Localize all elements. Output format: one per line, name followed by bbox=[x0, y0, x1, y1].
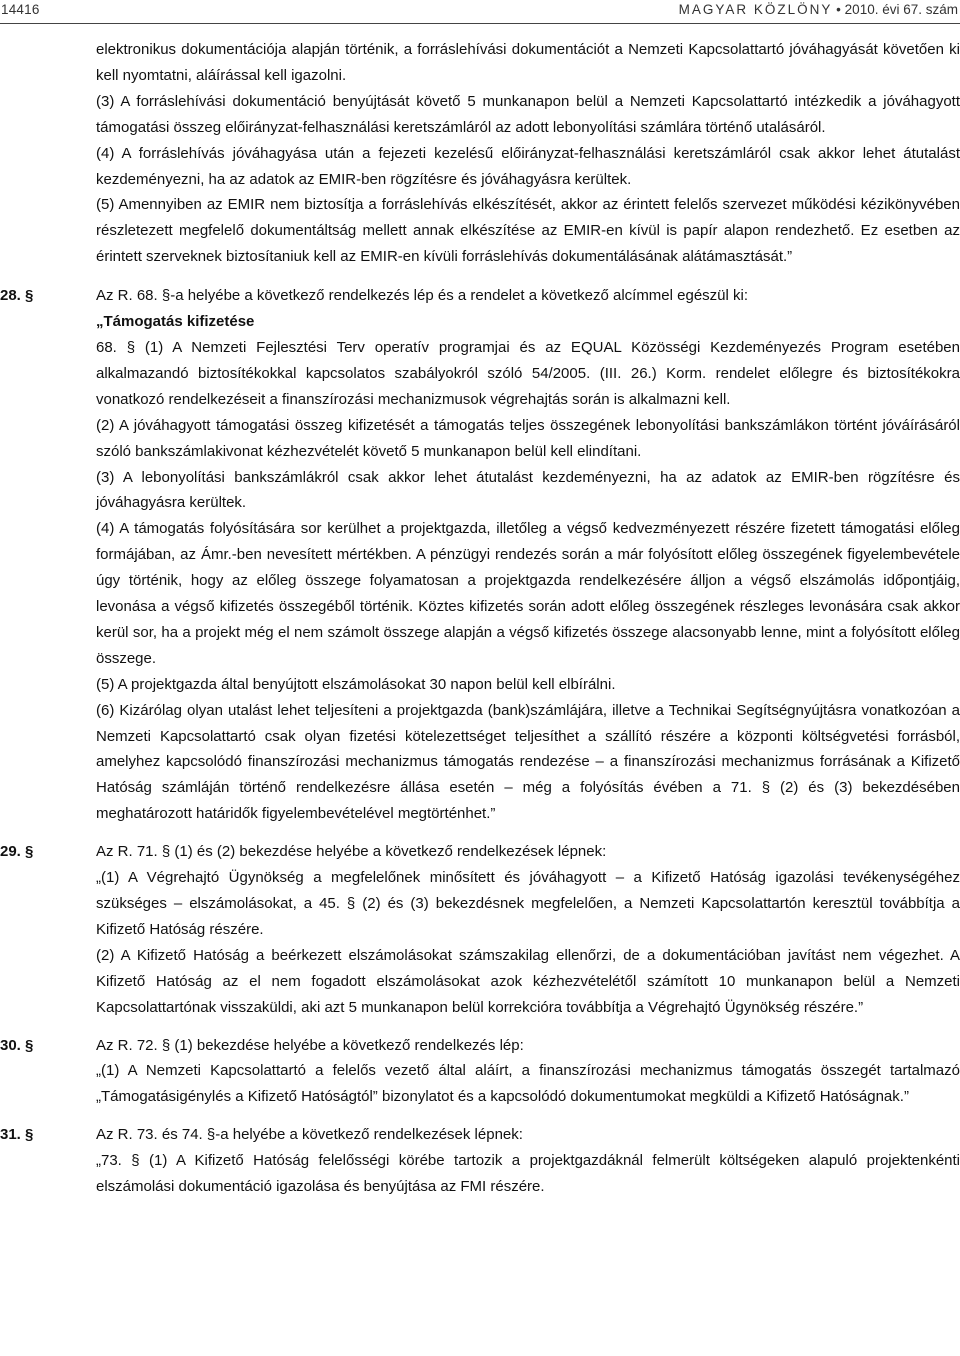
section-lead: Az R. 68. §-a helyébe a következő rendelkezés lép és a rendelet a következő alcímmel egészül ki: bbox=[96, 287, 749, 305]
section-29 bbox=[0, 839, 960, 1020]
section-number: 30. § bbox=[0, 1036, 34, 1054]
paragraph: (5) Amennyiben az EMIR nem biztosítja a forráslehívás elkészítését, akkor az érintett felelős szervezet működési kézikönyvében részletezett megfelelő dokumentáltság mellett annak elkészítése az EMIR-en kívül is papír alapon rendezhető. Ez esetben az érintett szerveknek biztosítaniuk kell az EMIR-en kívüli forráslehívás dokumentálásának alátámasztását.” bbox=[96, 196, 960, 266]
paragraph: „73. § (1) A Kifizető Hatóság felelősségi körébe tartozik a projektgazdáknál felmerült költségeken alapuló projektenkénti elszámolási dokumentáció igazolása és benyújtása az FMI részére. bbox=[96, 1152, 960, 1196]
section-lead: Az R. 73. és 74. §-a helyébe a következő rendelkezések lépnek: bbox=[96, 1126, 523, 1144]
paragraph: (2) A jóváhagyott támogatási összeg kifizetését a támogatás teljes összegének lebonyolítási bankszámlákon történt jóváírásáról szóló bankszámlakivonat kézhezvételét követő 5 munkanapon belül kell elindítani. bbox=[96, 416, 960, 460]
paragraph: (2) A Kifizető Hatóság a beérkezett elszámolásokat számszakilag ellenőrzi, de a dokumentációban javítást nem végezhet. A Kifizető Hatóság az el nem fogadott elszámolásokat azok kézhezvételétől számított 10 munkanapon belül a Nemzeti Kapcsolattartónak visszaküldi, aki azt 5 munkanapon belül korrekcióra továbbítja a Végrehajtó Ügynökség részére.” bbox=[96, 946, 960, 1016]
journal-info bbox=[679, 0, 958, 20]
document-body bbox=[0, 37, 960, 1200]
paragraph: (3) A forráslehívási dokumentáció benyújtását követő 5 munkanapon belül a Nemzeti Kapcsolattartó intézkedik a jóváhagyott támogatási összeg előirányzat-felhasználási keretszámláról az adott lebonyolítási számlára történő utalásáról. bbox=[96, 92, 960, 136]
paragraph: (4) A támogatás folyósítására sor kerülhet a projektgazda, illetőleg a végső kedvezményezett részére fizetett támogatási előleg formájában, az Ámr.-ben nevesített mértékben. A pénzügyi rendezés során a már folyósított előleg összegének figyelembevétele úgy történik, hogy az előleg összege folyamatosan a projektgazda rendelkezésére álljon a végső elszámolás időpontjáig, levonása a végső kifizetés összegéből történik. Köztes kifizetés során adott előleg összegének részleges levonására csak akkor kerül sor, ha a projekt még el nem számolt összege alapján a végső kifizetés összege alacsonyabb lenne, mint a folyósított előleg összege. bbox=[96, 520, 960, 667]
section-number: 31. § bbox=[0, 1126, 34, 1144]
section-30 bbox=[0, 1033, 960, 1111]
intro-block bbox=[0, 37, 960, 270]
section-31 bbox=[0, 1122, 960, 1200]
issue-label: 2010. évi 67. szám bbox=[844, 2, 958, 17]
section-number: 28. § bbox=[0, 287, 34, 305]
section-body bbox=[96, 283, 960, 827]
section-28 bbox=[0, 283, 960, 827]
section-lead: Az R. 71. § (1) és (2) bekezdése helyébe a következő rendelkezések lépnek: bbox=[96, 843, 607, 861]
page-header bbox=[0, 0, 960, 24]
paragraph: (6) Kizárólag olyan utalást lehet teljesíteni a projektgazda (bank)számlájára, illetve a Technikai Segítségnyújtásra vonatkozóan a Nemzeti Kapcsolattartó csak olyan fizetési kötelezettséget teljesíthet a szállító részére a központi költségvetési forrásból, amelyhez kapcsolódó finanszírozási mechanizmus támogatás rendezése – a finanszírozási mechanizmus forrásának a Kifizető Hatóság számláján történő rendelkezésre állása esetén – még a folyósítás évében a 71. § (2) és (3) bekezdésében meghatározott határidők figyelembevételével megtörténhet.” bbox=[96, 701, 960, 823]
paragraph: (4) A forráslehívás jóváhagyása után a fejezeti kezelésű előirányzat-felhasználási keretszámláról csak akkor lehet átutalást kezdeményezni, ha az adatok az EMIR-ben rögzítésre és jóváhagyásra kerültek. bbox=[96, 144, 960, 188]
journal-title: MAGYAR KÖZLÖNY bbox=[678, 2, 833, 17]
paragraph: (5) A projektgazda által benyújtott elszámolásokat 30 napon belül kell elbírálni. bbox=[96, 675, 616, 693]
bullet-separator: • bbox=[836, 2, 841, 17]
paragraph: „(1) A Nemzeti Kapcsolattartó a felelős vezető által aláírt, a finanszírozási mechanizmus támogatás összegét tartalmazó „Támogatásigénylés a Kifizető Hatóságtól” bizonylatot és a kapcsolódó dokumentumokat megküldi a Kifizető Hatóságnak.” bbox=[96, 1062, 960, 1106]
section-body bbox=[96, 1122, 960, 1200]
paragraph: (3) A lebonyolítási bankszámlákról csak akkor lehet átutalást kezdeményezni, ha az adatok az EMIR-ben rögzítésre és jóváhagyásra kerültek. bbox=[96, 468, 960, 512]
page-number: 14416 bbox=[1, 2, 40, 17]
paragraph: „(1) A Végrehajtó Ügynökség a megfelelőnek minősített és jóváhagyott – a Kifizető Hatóság igazolási tevékenységéhez szükséges – elszámolásokat, a 45. § (2) és (3) bekezdésnek megfelelően, a Nemzeti Kapcsolattartón keresztül továbbítja a Kifizető Hatóság részére. bbox=[96, 869, 960, 938]
section-lead: Az R. 72. § (1) bekezdése helyébe a következő rendelkezés lép: bbox=[96, 1036, 524, 1054]
paragraph: 68. § (1) A Nemzeti Fejlesztési Terv operatív programjai és az EQUAL Közösségi Kezdeményezés Program esetében alkalmazandó biztosítékokkal kapcsolatos szabályokról szóló 54/2005. (III. 26.) Korm. rendelet előlegre és biztosítékokra vonatkozó rendelkezéseit a finanszírozási mechanizmusok végrehajtás során is alkalmazni kell. bbox=[96, 338, 960, 408]
paragraph: elektronikus dokumentációja alapján történik, a forráslehívási dokumentációt a Nemzeti Kapcsolattartó jóváhagyását követően ki kell nyomtatni, aláírással kell igazolni. bbox=[96, 41, 960, 84]
section-number: 29. § bbox=[0, 843, 34, 861]
header-rule bbox=[0, 23, 960, 24]
section-body bbox=[96, 839, 960, 1020]
section-body bbox=[96, 1033, 960, 1111]
subsection-heading: „Támogatás kifizetése bbox=[96, 313, 255, 331]
